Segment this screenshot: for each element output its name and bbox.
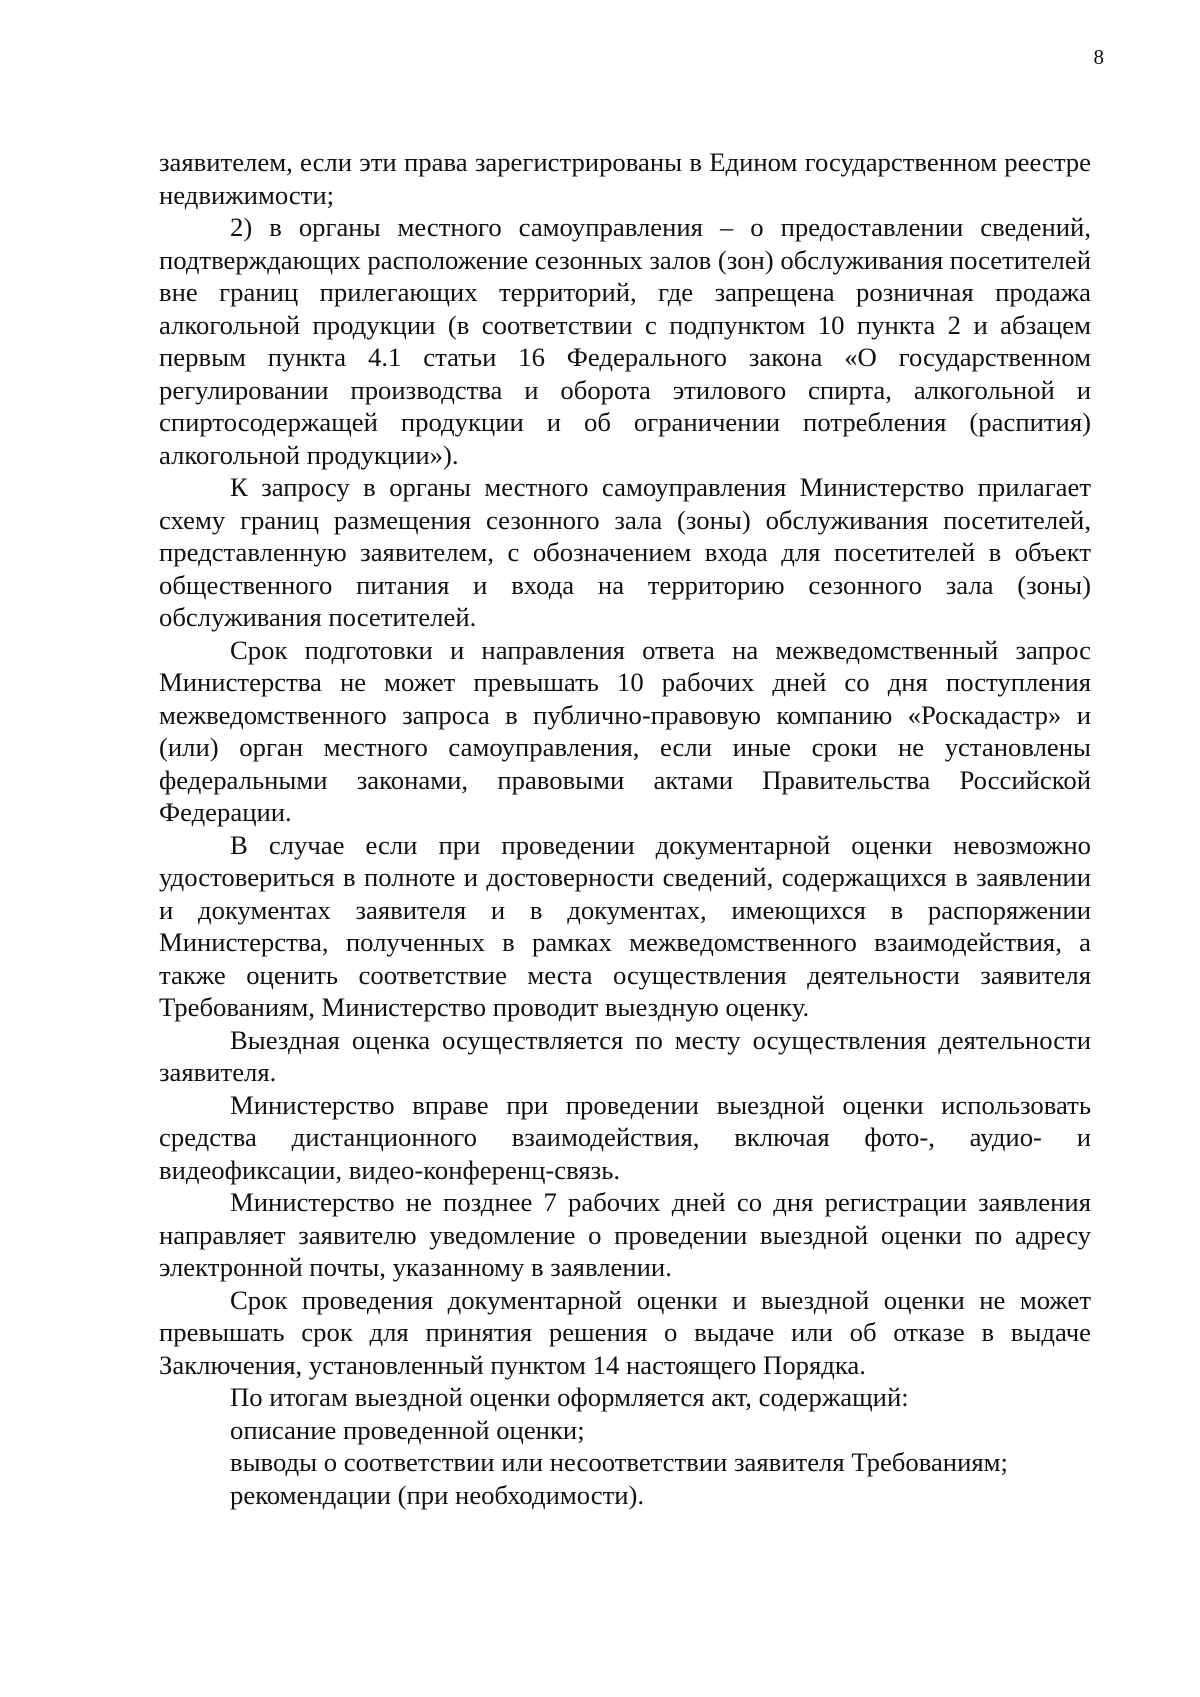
page-number: 8 — [1093, 45, 1104, 69]
list-item-conclusions: выводы о соответствии или несоответствии заявителя Требованиям; — [230, 1447, 1008, 1477]
paragraph-notification: Министерство не позднее 7 рабочих дней со дня регистрации заявления направляет заявителю уведомление о проведении выездной оценки по адресу электронной почты, указанному в заявлении. — [159, 1187, 1091, 1282]
paragraph-onsite-assessment-condition: В случае если при проведении документарной оценки невозможно удостовериться в полноте и достоверности сведений, содержащихся в заявлении и документах заявителя и в документах, имеющихся в распоряжении Министерства, полученных в рамках межведомственного взаимодействия, а также оценить соответствие места осуществления деятельности заявителя Требованиям, Министерство проводит выездную оценку. — [159, 829, 1091, 1022]
paragraph-response-deadline: Срок подготовки и направления ответа на межведомственный запрос Министерства не может превышать 10 рабочих дней со дня поступления межведомственного запроса в публично-правовую компанию «Роскадастр» и (или) орган местного самоуправления, если иные сроки не установлены федеральными законами, правовыми актами Правительства Российской Федерации. — [159, 634, 1091, 827]
paragraph-item-2: 2) в органы местного самоуправления – о предоставлении сведений, подтверждающих расположение сезонных залов (зон) обслуживания посетителей вне границ прилегающих территорий, где запрещена розничная продажа алкогольной продукции (в соответствии с подпунктом 10 пункта 2 и абзацем первым пункта 4.1 статьи 16 Федерального закона «О государственном регулировании производства и оборота этилового спирта, алкогольной и спиртосодержащей продукции и об ограничении потребления (распития) алкогольной продукции»). — [159, 212, 1091, 470]
list-item-recommendations: рекомендации (при необходимости). — [230, 1479, 645, 1510]
paragraph-request-attachment: К запросу в органы местного самоуправления Министерство прилагает схему границ размещения сезонного зала (зоны) обслуживания посетителей, представленную заявителем, с обозначением входа для посетителей в объект общественного питания и входа на территорию сезонного зала (зоны) обслуживания посетителей. — [159, 472, 1091, 632]
paragraph-onsite-assessment-place: Выездная оценка осуществляется по месту осуществления деятельности заявителя. — [159, 1024, 1091, 1087]
document-body — [159, 146, 1091, 1511]
list-item-description: описание проведенной оценки; — [230, 1414, 585, 1445]
paragraph-remote-means: Министерство вправе при проведении выездной оценки использовать средства дистанционного взаимодействия, включая фото-, аудио- и видеофиксации, видео-конференц-связь. — [159, 1089, 1091, 1185]
paragraph-assessment-term: Срок проведения документарной оценки и выездной оценки не может превышать срок для принятия решения о выдаче или об отказе в выдаче Заключения, установленный пунктом 14 настоящего Порядка. — [159, 1284, 1091, 1380]
paragraph-continuation: заявителем, если эти права зарегистрированы в Едином государственном реестре недвижимости; — [159, 147, 1091, 210]
paragraph-act-intro: По итогам выездной оценки оформляется акт, содержащий: — [230, 1382, 909, 1412]
